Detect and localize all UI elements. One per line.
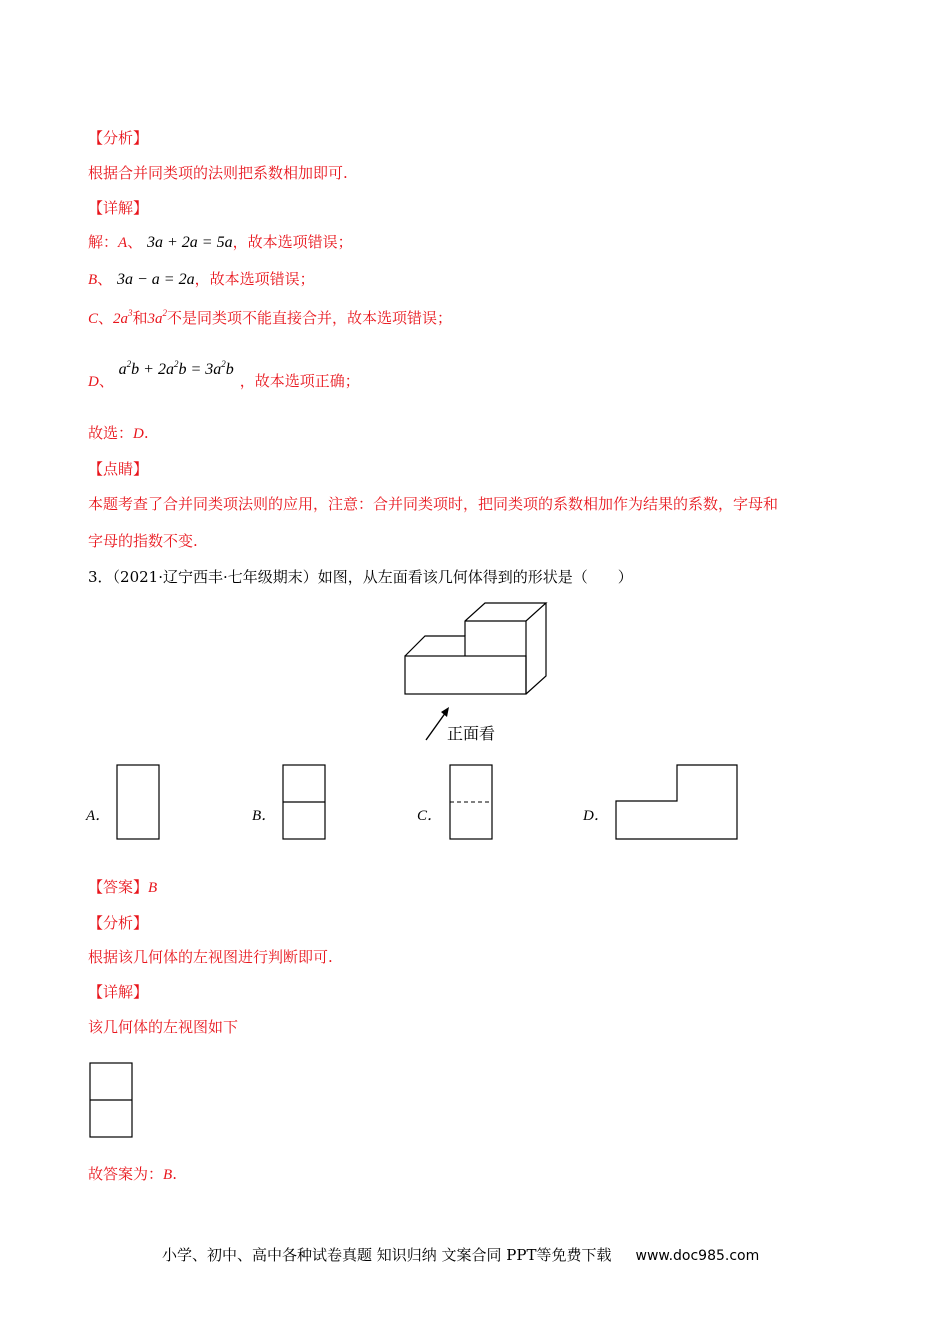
section-detail-2: 【详解】 bbox=[88, 983, 149, 1001]
section-comment: 【点睛】 bbox=[88, 460, 149, 478]
detail-a-sep: 、 bbox=[127, 233, 143, 251]
detail-a-letter: A bbox=[118, 235, 128, 251]
option-d-figure bbox=[615, 764, 739, 840]
option-c-label: C． bbox=[417, 808, 443, 824]
detail-b-suffix: ，故本选项错误； bbox=[194, 270, 315, 288]
page-footer bbox=[162, 1244, 759, 1265]
detail-d-suffix: ，故本选项正确； bbox=[239, 372, 360, 390]
detail-c-suffix: 不是同类项不能直接合并，故本选项错误； bbox=[167, 309, 453, 327]
analysis-2-text: 根据该几何体的左视图进行判断即可. bbox=[88, 948, 333, 966]
front-face bbox=[405, 656, 526, 694]
analysis-1-text: 根据合并同类项的法则把系数相加即可. bbox=[88, 164, 348, 182]
solid-figure bbox=[400, 600, 560, 700]
answer-label: 【答案】 bbox=[88, 878, 149, 896]
comment-line-1: 本题考查了合并同类项法则的应用，注意：合并同类项时，把同类项的系数相加作为结果的系数，字母和 bbox=[88, 495, 779, 513]
detail-option-a bbox=[88, 231, 353, 254]
question-text: （2021·辽宁西丰·七年级期末）如图，从左面看该几何体得到的形状是（ ） bbox=[112, 568, 633, 586]
detail-c-term2: $3a^2$ bbox=[147, 308, 168, 327]
option-b-label: B． bbox=[252, 808, 277, 824]
choose-line: 故选：D. bbox=[88, 424, 149, 442]
detail-option-c bbox=[88, 307, 452, 330]
footer-url[interactable]: www.doc985.com bbox=[635, 1248, 760, 1264]
detail-option-d bbox=[88, 359, 360, 393]
figure-caption: 正面看 bbox=[447, 724, 496, 743]
low-step-top bbox=[405, 636, 465, 656]
section-analysis-1: 【分析】 bbox=[88, 129, 149, 147]
high-step-top bbox=[465, 603, 546, 636]
comment-line-2: 字母的指数不变. bbox=[88, 532, 198, 550]
left-view-figure bbox=[89, 1062, 133, 1138]
answer-line bbox=[88, 876, 157, 899]
section-analysis-2: 【分析】 bbox=[88, 914, 149, 932]
detail-a-suffix: ，故本选项错误； bbox=[232, 233, 353, 251]
option-a-figure bbox=[116, 764, 160, 840]
detail-a-math: 3a + 2a = 5a bbox=[146, 234, 233, 251]
option-b-figure bbox=[282, 764, 326, 840]
detail-option-b bbox=[88, 268, 315, 291]
detail-c-sep: 、 bbox=[98, 309, 114, 327]
footer-text: 小学、初中、高中各种试卷真题 知识归纳 文案合同 PPT等免费下载 bbox=[162, 1246, 612, 1264]
question-3 bbox=[88, 566, 633, 588]
section-detail-1: 【详解】 bbox=[88, 199, 149, 217]
detail-d-letter: D bbox=[88, 374, 99, 390]
detail-c-term1: $2a^3$ bbox=[113, 308, 133, 327]
question-number: 3． bbox=[88, 568, 113, 586]
option-c-figure bbox=[449, 764, 493, 840]
detail-d-sep: 、 bbox=[98, 372, 114, 390]
option-d-label: D． bbox=[583, 808, 609, 824]
detail-d-math: $a^2b + 2a^2b = 3a^2b$ bbox=[118, 359, 234, 378]
detail-b-sep: 、 bbox=[97, 270, 113, 288]
detail-c-letter: C bbox=[88, 311, 99, 327]
detail-a-prefix: 解： bbox=[88, 233, 119, 251]
right-face bbox=[526, 603, 546, 694]
answer-value: B bbox=[148, 880, 158, 896]
detail-b-math: 3a − a = 2a bbox=[116, 271, 195, 288]
detail-2-text: 该几何体的左视图如下 bbox=[88, 1018, 239, 1036]
final-answer-line: 故答案为：B. bbox=[88, 1165, 177, 1183]
detail-b-letter: B bbox=[88, 272, 98, 288]
option-a-label: A． bbox=[86, 808, 111, 824]
detail-c-mid: 和 bbox=[132, 309, 148, 327]
